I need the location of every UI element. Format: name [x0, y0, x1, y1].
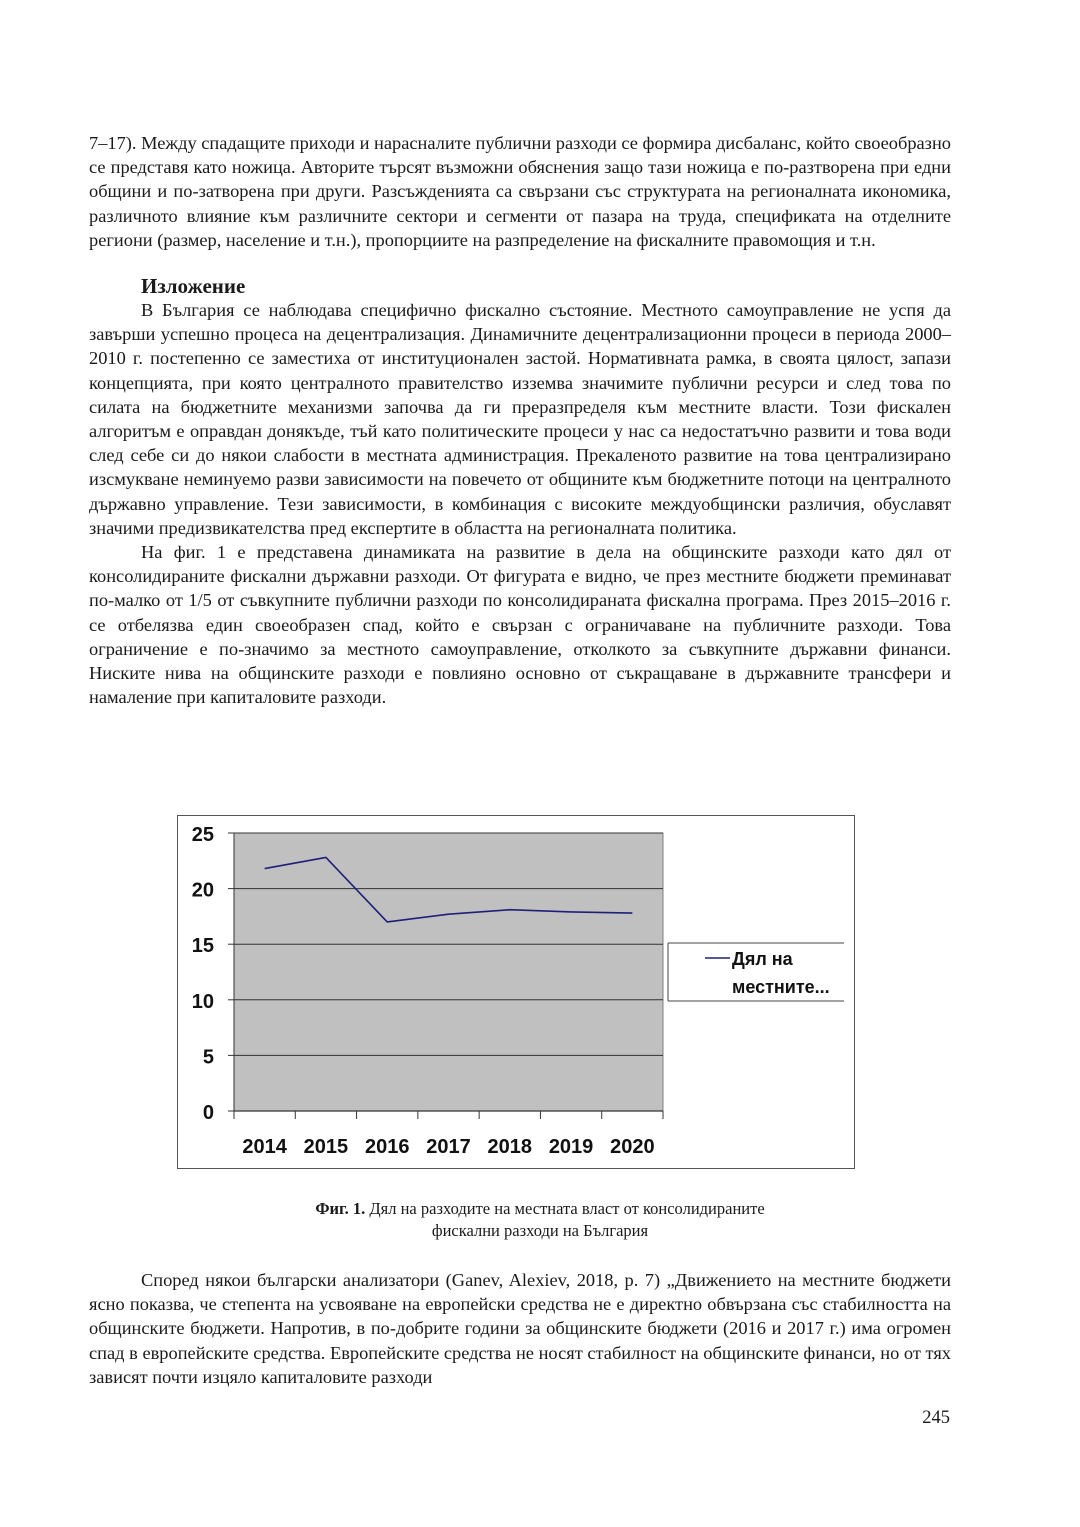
plot-background: [234, 833, 663, 1111]
paragraph-2: На фиг. 1 е представена динамиката на развитие в дела на общинските разходи като дял от консолидираните фискални държавни разходи. От фигурата е видно, че през местните бюджети преминават по-малко от 1/5 от съвкупните публични разходи по консолидираната фискална програма. През 2015–2016 г. се отбелязва един своеобразен спад, който е свързан с ограничаване на публичните разходи. Това ограничение е по-значимо за местното самоуправление, отколкото за съвкупните държавни финанси. Ниските нива на общинските разходи е повлияно основно от съкращаване в държавните трансфери и намаление при капиталовите разходи.: [89, 542, 951, 708]
y-tick-label: 10: [191, 990, 214, 1013]
caption-label: Фиг. 1.: [315, 1199, 366, 1218]
legend: [668, 943, 844, 1001]
x-tick-label: 2014: [242, 1136, 287, 1158]
page-number: 245: [922, 1408, 950, 1428]
page-body: [89, 131, 951, 709]
y-tick-label: 25: [191, 824, 214, 846]
x-tick-label: 2020: [610, 1136, 655, 1158]
x-tick-label: 2017: [426, 1136, 471, 1158]
caption-line-2: фискални разходи на България: [431, 1221, 649, 1240]
section-heading: Изложение: [141, 274, 246, 299]
x-tick-label: 2018: [487, 1136, 533, 1158]
y-tick-label: 0: [202, 1102, 214, 1124]
intro-paragraph: 7–17). Между спадащите приходи и нарасналите публични разходи се формира дисбаланс, който своеобразно се представя като ножица. Авторите търсят възможни обяснения защо тази ножица е по-разтворена при едни общини и по-затворена при други. Разсъжденията са свързани със структурата на регионалната икономика, различното влияние към различните сектори и сегменти от пазара на труда, спецификата на отделните региони (размер, население и т.н.), пропорциите на разпределение на фискалните правомощия и т.н.: [89, 133, 951, 250]
x-tick-label: 2015: [303, 1136, 349, 1158]
paragraph-1: В България се наблюдава специфично фискално състояние. Местното самоуправление не успя да завърши успешно процеса на децентрализация. Динамичните децентрализационни процеси в периода 2000–2010 г. постепенно се заместиха от институционален застой. Нормативната рамка, в своята цялост, запази концепцията, при която централното правителство изземва значимите публични ресурси и след това по силата на бюджетните механизми започва да ги преразпределя към местните власти. Този фискален алгоритъм е оправдан донякъде, тъй като политическите процеси у нас са недостатъчно развити и това води след себе си до някои слабости в местната администрация. Прекаленото развитие на това централизирано изсмукване неминуемо разви зависимости на повечето от общините към бюджетните потоци на централното държавно управление. Тези зависимости, в комбинация с високите междуобщински различия, обуславят значими предизвикателства пред експертите в областта на регионалната политика.: [89, 300, 951, 538]
figure-1-chart: [177, 815, 855, 1169]
paragraph-3: Според някои български анализатори (Ganev, Alexiev, 2018, p. 7) „Движението на местните бюджети ясно показва, че степента на усвояване на европейски средства не е директно обвързана със стабилността на общинските бюджети. Напротив, в по-добрите години за общинските бюджети (2016 и 2017 г.) има огромен спад в европейските средства. Европейските средства не носят стабилност на общинските финанси, но от тях зависят почти изцяло капиталовите разходи: [89, 1270, 951, 1387]
x-tick-label: 2016: [364, 1136, 410, 1158]
line-chart-svg: [178, 816, 856, 1170]
y-tick-label: 15: [191, 935, 214, 958]
legend-label: местните...: [732, 977, 830, 997]
plot-area: [234, 833, 663, 1111]
y-tick-label: 20: [191, 879, 214, 902]
figure-caption: [200, 1198, 880, 1242]
legend-label: Дял на: [732, 949, 793, 969]
caption-line-1: Дял на разходите на местната власт от консолидираните: [369, 1199, 765, 1218]
y-tick-label: 5: [202, 1046, 214, 1069]
x-tick-label: 2019: [548, 1136, 594, 1158]
